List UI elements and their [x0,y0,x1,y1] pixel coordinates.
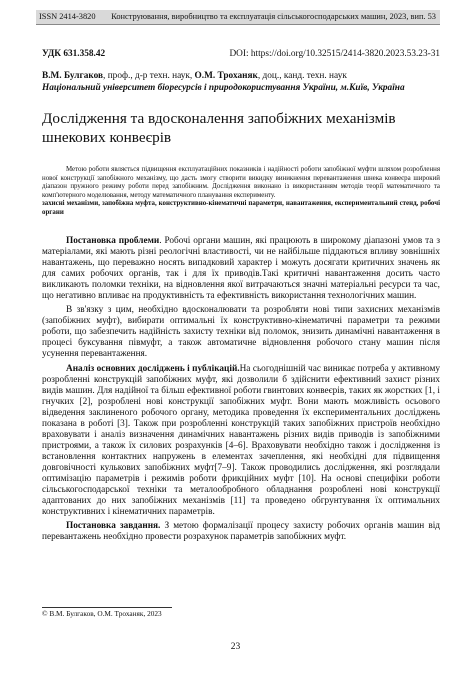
issn: ISSN 2414-3820 [39,12,96,21]
copyright-footnote: © В.М. Булгаков, О.М. Троханяк, 2023 [42,609,162,618]
section-heading-analysis: Аналіз основних досліджень і публікацій. [66,363,240,374]
author-2-name: О.М. Троханяк [194,71,258,81]
footnote-divider [42,607,172,608]
paragraph-analysis [42,364,440,519]
author-1-name: В.М. Булгаков [42,71,104,81]
section-heading-task: Постановка завдання. [66,521,161,532]
udk-code: УДК 631.358.42 [42,49,106,59]
author-2-title: , доц., канд. техн. наук [257,71,347,81]
paragraph-analysis-text: На сьогоднішній час виникає потреба у активному розробленні конструкцій запобіжних муфт, які дозволили б здійснити ефективний захист різних видів машин. Для надійної та більш ефективної роботи гвинтових конвеєрів, таких як жорстких [1, і гнучких [2], розроблені нові конструкції запобіжних муфт. Вони мають можливість осьового відведення заклиненого робочого органу, методика проведення їх експериментальних досліджень показана в роботі [3]. Також при розробленні конструкцій таких запобіжних пристроїв необхідно враховувати і аналіз визначення динамічних навантажень різних видів приводів із запобіжними пристроями, а також їх силових розрахунків [4–6]. Враховувати необхідно також і дослідження із встановлення контактних напружень в елементах зачеплення, які необхідні для підвищення довговічності кулькових запобіжних муфт[7–9]. Також проводились дослідження, які розглядали оптимізацію параметрів і режимів роботи фрикційних муфт [10]. На основі специфіки роботи сільськогосподарської техніки та металообробного обладнання розроблені нові конструкції адаптованих до них запобіжних механізмів [11] та проведено обгрунтування їх оптимальних конструктивних і кінематичних параметрів. [42,363,440,518]
abstract-text: Метою роботи являється підвищення експлуатаційних показників і надійності роботи запобіжної муфти шляхом розроблення нової конструкції запобіжного механізму, що дасть змогу створити викидку виникнення перевантаження шнека конвеєра широкий діапазон пружного режиму роботи перед запобіжним. Дослідження виконано із використанням методів теорії математичного та комп'ютерного моделювання, методу математичного планування експерименту. [42,166,440,199]
paragraph-connection: В зв'язку з цим, необхідно вдосконалювати та розробляти нові типи захисних механізмів (запобіжних муфт), вибирати оптимальні їх конструктивно-кінематичні параметри та режими роботи, що забезпечить надійність захисту техніки від поломок, знизить динамічні навантаження в процесі буксування півмуфт, а також автоматичне відновлення робочого стану машин після усунення перевантаження. [42,305,440,360]
paragraph-problem [42,236,440,302]
abstract [42,166,440,217]
paragraph-problem-text: . Робочі органи машин, які працюють в широкому діапазоні умов та з матеріалами, які мають різні реологічні властивості, чи не найбільше піддаються впливу зовнішніх навантажень, що переважно носять випадковий характер і можуть досягати критичних значень як для самих робочих органів, так і для їх приводів.Такі критичні навантаження досить часто викликають поломки техніки, на відновлення якої витрачаються значні матеріальні ресурси та час, що негативно впливає на продуктивність та ефективність використання технологічних машин. [42,236,440,302]
page-number: 23 [230,642,241,652]
author-1-title: , проф., д-р техн. наук, [103,71,195,81]
journal-header [36,10,440,25]
meta-line [42,48,440,60]
affiliation: Національний університет біоресурсів і природокористування України, м.Київ, Україна [42,83,405,93]
doi-link[interactable]: DOI: https://doi.org/10.32515/2414-3820.2023.53.23-31 [229,49,440,59]
journal-citation: Конструювання, виробництво та експлуатація сільськогосподарських машин, 2023, вип. 53 [111,12,436,21]
section-heading-problem: Постановка проблеми [66,236,160,246]
paragraph-task-text: З метою формалізації процесу захисту робочих органів машин від перевантажень необхідно провести розрахунок параметрів запобіжних муфт. [42,521,440,543]
keywords: захисні механізми, запобіжна муфта, конструктивно-кінематичні параметри, навантаження, експериментальний стенд, робочі органи [42,200,440,216]
author-line [42,70,440,82]
authors-block [42,70,440,94]
article-body [42,236,440,543]
paragraph-task [42,521,440,543]
article-title: Дослідження та вдосконалення запобіжних механізмів шнекових конвеєрів [42,110,396,146]
